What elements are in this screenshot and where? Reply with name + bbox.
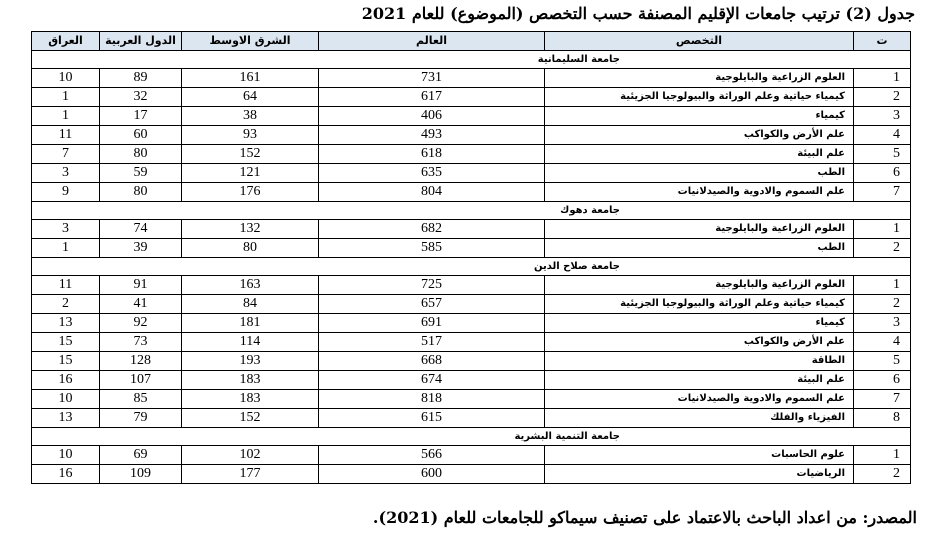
cell-specialty: كيمياء حياتية وعلم الوراثة والبيولوجيا الجزيئية — [545, 295, 854, 314]
cell-specialty: الطاقة — [545, 352, 854, 371]
table-row — [32, 295, 911, 314]
cell-arab-rank: 60 — [100, 126, 182, 145]
cell-arab-rank: 107 — [100, 371, 182, 390]
source-note: المصدر: من اعداد الباحث بالاعتماد على تصنيف سيماكو للجامعات للعام (2021). — [372, 508, 917, 527]
cell-world-rank: 617 — [319, 88, 545, 107]
table-row — [32, 220, 911, 239]
cell-index: 1 — [854, 276, 911, 295]
cell-world-rank: 493 — [319, 126, 545, 145]
cell-index: 4 — [854, 333, 911, 352]
cell-iraq-rank: 16 — [32, 371, 100, 390]
cell-iraq-rank: 15 — [32, 352, 100, 371]
cell-specialty: علم السموم والادوية والصيدلانيات — [545, 390, 854, 409]
cell-index: 6 — [854, 371, 911, 390]
cell-specialty: علم الأرض والكواكب — [545, 126, 854, 145]
cell-index: 2 — [854, 465, 911, 484]
cell-arab-rank: 69 — [100, 446, 182, 465]
header-iraq: العراق — [32, 32, 100, 51]
cell-world-rank: 668 — [319, 352, 545, 371]
table-row — [32, 409, 911, 428]
cell-arab-rank: 73 — [100, 333, 182, 352]
cell-world-rank: 691 — [319, 314, 545, 333]
cell-arab-rank: 128 — [100, 352, 182, 371]
cell-world-rank: 406 — [319, 107, 545, 126]
cell-iraq-rank: 3 — [32, 164, 100, 183]
cell-middle-east-rank: 181 — [182, 314, 319, 333]
cell-specialty: كيمياء حياتية وعلم الوراثة والبيولوجيا الجزيئية — [545, 88, 854, 107]
cell-iraq-rank: 16 — [32, 465, 100, 484]
header-arab-countries: الدول العربية — [100, 32, 182, 51]
cell-index: 4 — [854, 126, 911, 145]
cell-specialty: العلوم الزراعية والبايلوجية — [545, 69, 854, 88]
cell-arab-rank: 92 — [100, 314, 182, 333]
table-row — [32, 390, 911, 409]
header-middle-east: الشرق الاوسط — [182, 32, 319, 51]
cell-specialty: العلوم الزراعية والبايلوجية — [545, 276, 854, 295]
cell-iraq-rank: 10 — [32, 446, 100, 465]
cell-arab-rank: 91 — [100, 276, 182, 295]
cell-specialty: علم الأرض والكواكب — [545, 333, 854, 352]
cell-specialty: الطب — [545, 239, 854, 258]
cell-middle-east-rank: 176 — [182, 183, 319, 202]
rankings-table — [31, 31, 911, 484]
section-row — [32, 51, 911, 69]
table-row — [32, 88, 911, 107]
cell-world-rank: 725 — [319, 276, 545, 295]
cell-arab-rank: 80 — [100, 183, 182, 202]
cell-index: 1 — [854, 446, 911, 465]
cell-specialty: علم السموم والادوية والصيدلانيات — [545, 183, 854, 202]
cell-index: 7 — [854, 183, 911, 202]
cell-arab-rank: 85 — [100, 390, 182, 409]
table-row — [32, 145, 911, 164]
cell-world-rank: 657 — [319, 295, 545, 314]
cell-world-rank: 818 — [319, 390, 545, 409]
cell-world-rank: 517 — [319, 333, 545, 352]
cell-arab-rank: 41 — [100, 295, 182, 314]
table-row — [32, 314, 911, 333]
table-row — [32, 69, 911, 88]
table-row — [32, 107, 911, 126]
table-row — [32, 183, 911, 202]
cell-arab-rank: 89 — [100, 69, 182, 88]
cell-index: 2 — [854, 239, 911, 258]
cell-middle-east-rank: 121 — [182, 164, 319, 183]
cell-middle-east-rank: 152 — [182, 409, 319, 428]
cell-arab-rank: 109 — [100, 465, 182, 484]
cell-iraq-rank: 1 — [32, 107, 100, 126]
cell-iraq-rank: 7 — [32, 145, 100, 164]
university-name: جامعة دهوك — [32, 202, 911, 220]
cell-world-rank: 674 — [319, 371, 545, 390]
cell-index: 2 — [854, 88, 911, 107]
cell-arab-rank: 59 — [100, 164, 182, 183]
cell-world-rank: 682 — [319, 220, 545, 239]
cell-iraq-rank: 1 — [32, 88, 100, 107]
cell-world-rank: 566 — [319, 446, 545, 465]
cell-iraq-rank: 9 — [32, 183, 100, 202]
cell-specialty: كيمياء — [545, 314, 854, 333]
cell-middle-east-rank: 183 — [182, 371, 319, 390]
table-title: جدول (2) ترتيب جامعات الإقليم المصنفة حسب التخصص (الموضوع) للعام 2021 — [361, 4, 915, 23]
cell-index: 5 — [854, 145, 911, 164]
cell-middle-east-rank: 183 — [182, 390, 319, 409]
cell-iraq-rank: 3 — [32, 220, 100, 239]
section-row — [32, 428, 911, 446]
table-body — [32, 51, 911, 484]
table-row — [32, 446, 911, 465]
cell-middle-east-rank: 163 — [182, 276, 319, 295]
cell-specialty: علم البيئة — [545, 371, 854, 390]
cell-middle-east-rank: 64 — [182, 88, 319, 107]
cell-arab-rank: 80 — [100, 145, 182, 164]
cell-middle-east-rank: 84 — [182, 295, 319, 314]
cell-specialty: كيمياء — [545, 107, 854, 126]
cell-specialty: الرياضيات — [545, 465, 854, 484]
cell-world-rank: 600 — [319, 465, 545, 484]
cell-world-rank: 615 — [319, 409, 545, 428]
cell-index: 7 — [854, 390, 911, 409]
cell-middle-east-rank: 193 — [182, 352, 319, 371]
cell-middle-east-rank: 161 — [182, 69, 319, 88]
cell-iraq-rank: 10 — [32, 390, 100, 409]
table-row — [32, 371, 911, 390]
cell-middle-east-rank: 114 — [182, 333, 319, 352]
table-row — [32, 164, 911, 183]
cell-middle-east-rank: 80 — [182, 239, 319, 258]
cell-arab-rank: 79 — [100, 409, 182, 428]
table-row — [32, 239, 911, 258]
cell-specialty: العلوم الزراعية والبايلوجية — [545, 220, 854, 239]
cell-middle-east-rank: 177 — [182, 465, 319, 484]
cell-specialty: الطب — [545, 164, 854, 183]
table-row — [32, 333, 911, 352]
header-world: العالم — [319, 32, 545, 51]
header-index: ت — [854, 32, 911, 51]
cell-index: 6 — [854, 164, 911, 183]
cell-iraq-rank: 13 — [32, 409, 100, 428]
cell-middle-east-rank: 132 — [182, 220, 319, 239]
cell-specialty: علوم الحاسبات — [545, 446, 854, 465]
university-name: جامعة التنمية البشرية — [32, 428, 911, 446]
cell-arab-rank: 17 — [100, 107, 182, 126]
university-name: جامعة صلاح الدين — [32, 258, 911, 276]
section-row — [32, 258, 911, 276]
cell-arab-rank: 74 — [100, 220, 182, 239]
cell-world-rank: 635 — [319, 164, 545, 183]
cell-middle-east-rank: 38 — [182, 107, 319, 126]
cell-index: 1 — [854, 69, 911, 88]
cell-iraq-rank: 13 — [32, 314, 100, 333]
cell-world-rank: 585 — [319, 239, 545, 258]
cell-middle-east-rank: 93 — [182, 126, 319, 145]
cell-index: 3 — [854, 107, 911, 126]
cell-arab-rank: 32 — [100, 88, 182, 107]
cell-iraq-rank: 15 — [32, 333, 100, 352]
cell-iraq-rank: 11 — [32, 276, 100, 295]
table-row — [32, 465, 911, 484]
cell-middle-east-rank: 152 — [182, 145, 319, 164]
table-row — [32, 126, 911, 145]
cell-iraq-rank: 2 — [32, 295, 100, 314]
cell-middle-east-rank: 102 — [182, 446, 319, 465]
cell-index: 2 — [854, 295, 911, 314]
table-row — [32, 276, 911, 295]
cell-index: 3 — [854, 314, 911, 333]
header-specialty: التخصص — [545, 32, 854, 51]
cell-world-rank: 618 — [319, 145, 545, 164]
section-row — [32, 202, 911, 220]
cell-index: 8 — [854, 409, 911, 428]
cell-iraq-rank: 11 — [32, 126, 100, 145]
header-row — [32, 32, 911, 51]
cell-world-rank: 731 — [319, 69, 545, 88]
cell-iraq-rank: 1 — [32, 239, 100, 258]
cell-index: 5 — [854, 352, 911, 371]
cell-iraq-rank: 10 — [32, 69, 100, 88]
cell-specialty: الفيزياء والفلك — [545, 409, 854, 428]
cell-world-rank: 804 — [319, 183, 545, 202]
university-name: جامعة السليمانية — [32, 51, 911, 69]
table-row — [32, 352, 911, 371]
cell-specialty: علم البيئة — [545, 145, 854, 164]
cell-arab-rank: 39 — [100, 239, 182, 258]
cell-index: 1 — [854, 220, 911, 239]
